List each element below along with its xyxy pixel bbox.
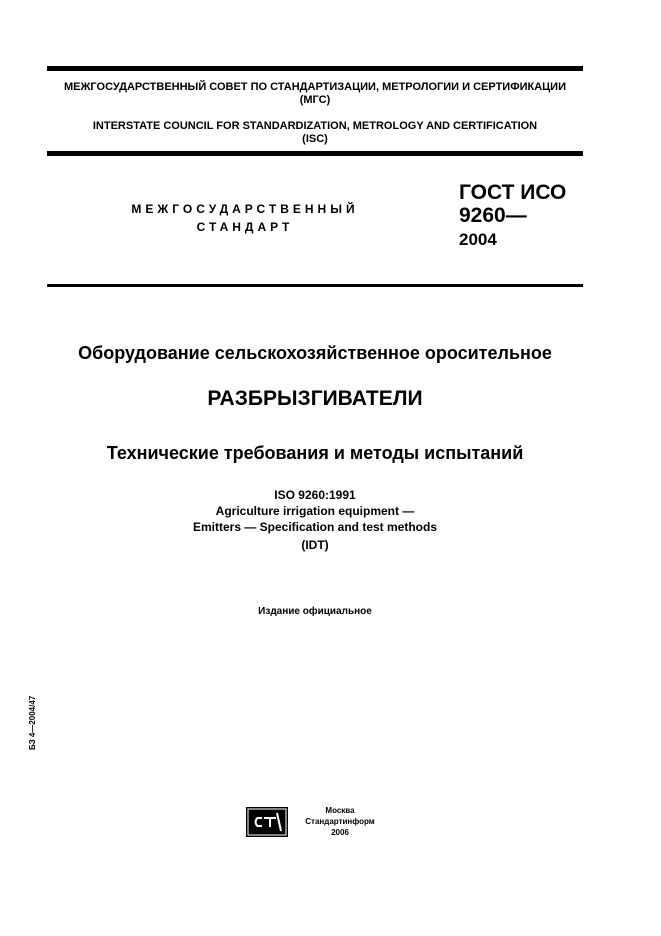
publisher-block (292, 805, 388, 838)
standard-kind-line1: МЕЖГОСУДАРСТВЕННЫЙ (131, 202, 359, 216)
iso-idt: (IDT) (301, 538, 329, 552)
publisher-name: Стандартинформ (305, 817, 375, 826)
gost-designation-line2: 9260— (459, 204, 527, 227)
top-rule (47, 66, 583, 71)
side-code: БЗ 4—2004/47 (28, 695, 37, 750)
gost-designation-year: 2004 (459, 230, 497, 249)
iso-title-en-line1: Agriculture irrigation equipment — (215, 504, 415, 518)
council-en-abbr: (ISC) (302, 133, 328, 145)
title-equipment: Оборудование сельскохозяйственное оросительное (78, 343, 552, 363)
council-en-line1: INTERSTATE COUNCIL FOR STANDARDIZATION, METROLOGY AND CERTIFICATION (92, 120, 538, 132)
title-main: РАЗБРЫЗГИВАТЕЛИ (207, 387, 423, 410)
publisher-year: 2006 (331, 828, 349, 837)
iso-number: ISO 9260:1991 (274, 488, 356, 502)
iso-title-en-line2: Emitters — Specification and test methods (192, 520, 438, 534)
title-subtitle: Технические требования и методы испытаний (106, 443, 524, 463)
council-ru-line1: МЕЖГОСУДАРСТВЕННЫЙ СОВЕТ ПО СТАНДАРТИЗАЦИИ, МЕТРОЛОГИИ И СЕРТИФИКАЦИИ (63, 81, 566, 93)
gost-designation-line1: ГОСТ ИСО (459, 181, 567, 204)
publisher-city: Москва (325, 806, 355, 815)
standard-bottom-rule (47, 284, 583, 287)
header-bottom-rule (47, 151, 583, 156)
council-ru-abbr: (МГС) (299, 94, 331, 106)
edition-note: Издание официальное (258, 606, 372, 617)
standard-kind-line2: СТАНДАРТ (196, 220, 294, 234)
standartinform-logo (246, 807, 288, 837)
